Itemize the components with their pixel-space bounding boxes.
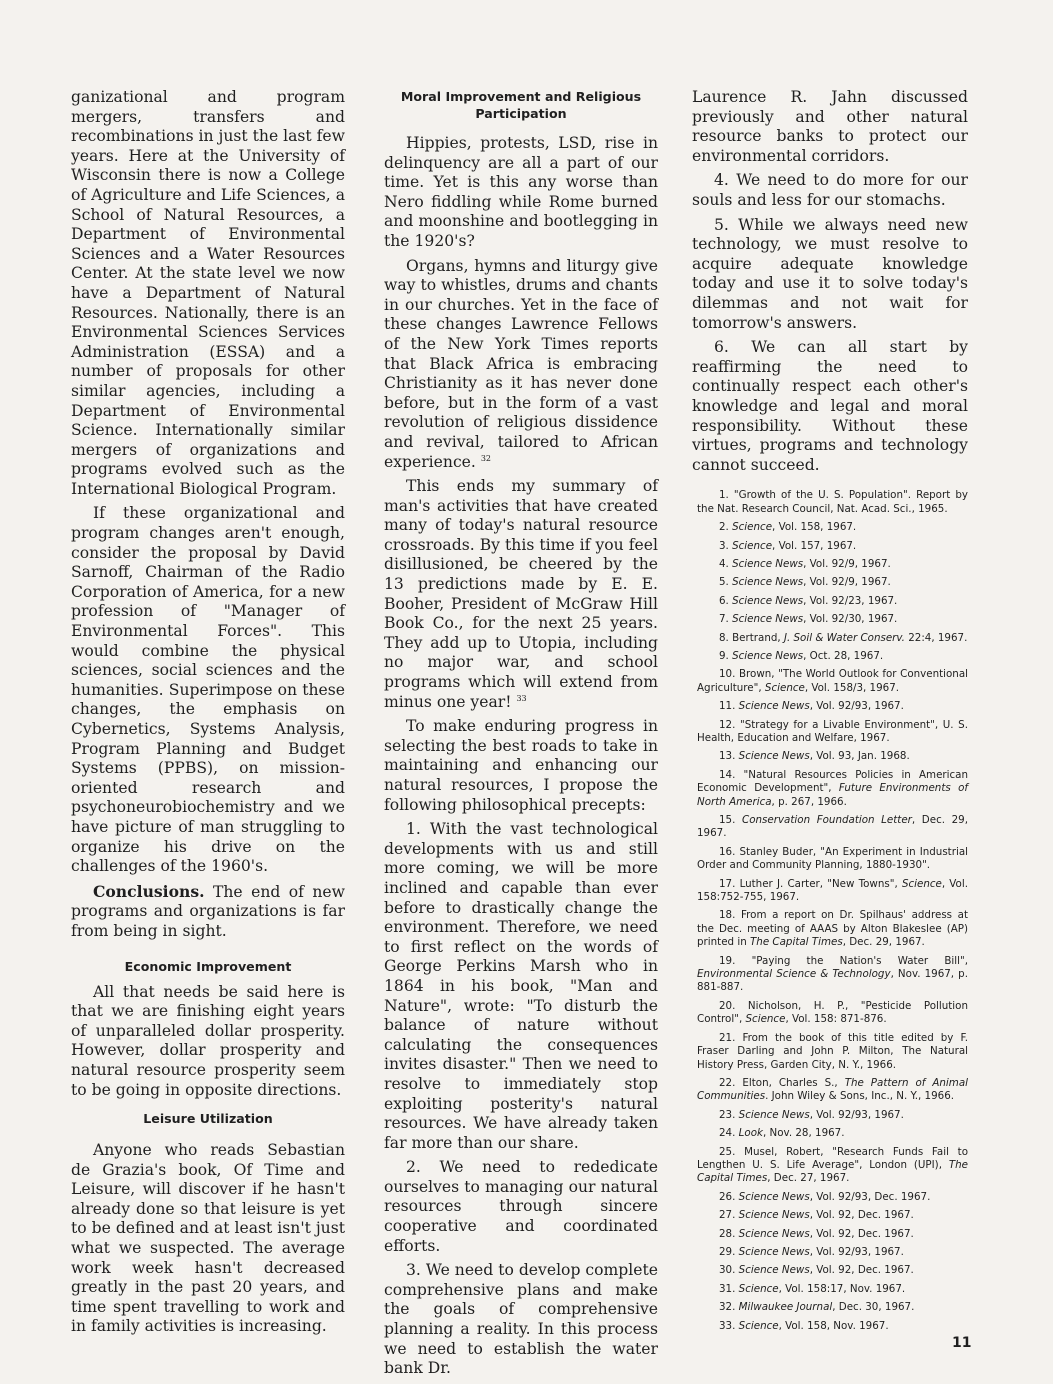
reference-text: "Natural Resources Policies in American Economic Development",: [697, 768, 968, 795]
reference-number: 9.: [719, 649, 729, 662]
paragraph: Anyone who reads Sebastian de Grazia's book, Of Time and Leisure, will discover if he hasn't already done so that leisure is yet to be defined and at least isn't just what we suspected. The average work week hasn't decreased greatly in the past 20 years, and time spent travelling to work and in family activities is increasing.: [71, 1141, 345, 1336]
reference-number: 32.: [719, 1301, 736, 1314]
reference-details: , Vol. 92/23, 1967.: [803, 594, 898, 607]
reference-details: , Vol. 92, Dec. 1967.: [809, 1264, 914, 1277]
reference-details: , Vol. 158, 1967.: [772, 521, 857, 534]
reference-details: , Dec. 29, 1967.: [842, 936, 925, 949]
reference-number: 17.: [719, 877, 736, 890]
reference-details: , Vol. 92/93, 1967.: [809, 1108, 904, 1121]
column-right: [692, 88, 968, 1338]
reference-title: Science News: [738, 1245, 810, 1258]
reference-number: 20.: [719, 999, 736, 1012]
reference-details: , Vol. 92/9, 1967.: [803, 557, 891, 570]
reference-item: [697, 1191, 968, 1204]
reference-details: , p. 267, 1966.: [771, 795, 847, 808]
reference-title: Science News: [732, 649, 804, 662]
reference-number: 30.: [719, 1264, 736, 1277]
reference-title: Future Environments of North America: [697, 782, 968, 808]
reference-text: "Growth of the U. S. Population". Report by the Nat. Research Council, Nat. Acad. Sci., 1965.: [697, 489, 968, 515]
reference-number: 3.: [719, 539, 729, 552]
paragraph: [71, 882, 345, 942]
reference-number: 11.: [719, 700, 736, 713]
reference-number: 7.: [719, 613, 729, 626]
reference-details: , Vol. 158:752-755, 1967.: [697, 877, 968, 904]
reference-item: [697, 1228, 968, 1241]
footnote-marker: 33: [516, 693, 527, 703]
reference-item: [697, 846, 968, 873]
reference-details: 22:4, 1967.: [904, 631, 968, 644]
section-heading-leisure: Leisure Utilization: [143, 1111, 273, 1127]
reference-details: , Vol. 157, 1967.: [772, 539, 857, 552]
paragraph: All that needs be said here is that we are finishing eight years of unparalleled dollar prosperity. However, dollar prosperity and natural resource prosperity seem to be going in opposite directions.: [71, 982, 345, 1099]
reference-item: [697, 668, 968, 695]
reference-text: "Paying the Nation's Water Bill",: [735, 954, 968, 967]
reference-title: Science: [732, 521, 773, 534]
reference-item: [697, 1264, 968, 1277]
reference-details: , Vol. 158:17, Nov. 1967.: [778, 1282, 906, 1295]
reference-item: [697, 1000, 968, 1027]
paragraph: Laurence R. Jahn discussed previously and other natural resource banks to protect our environmental corridors.: [692, 88, 968, 165]
reference-title: Science News: [738, 1264, 810, 1277]
reference-details: , Vol. 92/30, 1967.: [803, 613, 898, 626]
reference-details: . John Wiley & Sons, Inc., N. Y., 1966.: [765, 1090, 955, 1103]
reference-number: 8.: [719, 631, 729, 644]
reference-item: [697, 632, 968, 645]
reference-title: The Capital Times: [697, 1158, 968, 1185]
reference-item: [697, 719, 968, 746]
reference-item: [697, 955, 968, 995]
reference-text: Nicholson, H. P., "Pesticide Pollution Control",: [697, 999, 968, 1026]
reference-item: [697, 1077, 968, 1104]
reference-number: 18.: [719, 909, 736, 922]
paragraph: Hippies, protests, LSD, rise in delinquency are all a part of our time. Yet is this any worse than Nero fiddling while Rome burned and moonshine and bootlegging in the 1920's?: [384, 134, 658, 250]
reference-title: J. Soil & Water Conserv.: [783, 631, 905, 644]
reference-text: Brown, "The World Outlook for Conventional Agriculture",: [697, 668, 968, 694]
reference-item: [697, 650, 968, 663]
reference-number: 14.: [719, 768, 736, 781]
reference-number: 27.: [719, 1209, 736, 1222]
reference-number: 31.: [719, 1282, 736, 1295]
reference-item: [697, 595, 968, 608]
reference-number: 19.: [719, 954, 736, 967]
reference-details: , Nov. 1967, p. 881-887.: [697, 968, 968, 994]
reference-item: [697, 700, 968, 713]
reference-title: The Capital Times: [750, 936, 843, 949]
paragraph: [384, 257, 658, 473]
reference-details: , Vol. 158/3, 1967.: [804, 681, 900, 694]
reference-item: [697, 521, 968, 534]
reference-details: , Vol. 92, Dec. 1967.: [809, 1227, 914, 1240]
reference-item: [697, 1301, 968, 1314]
reference-text: Musel, Robert, "Research Funds Fail to Lengthen U. S. Life Average", London (UPI),: [697, 1145, 968, 1171]
reference-number: 16.: [719, 845, 736, 858]
reference-text: Bertrand,: [728, 631, 784, 644]
paragraph-text: The end of new programs and organizations is far from being in sight.: [71, 882, 345, 940]
reference-details: , Nov. 28, 1967.: [762, 1127, 845, 1140]
reference-text: Stanley Buder, "An Experiment in Industrial Order and Community Planning, 1880-1930".: [697, 845, 968, 872]
reference-details: , Vol. 92/93, Dec. 1967.: [809, 1190, 931, 1203]
reference-item: [697, 909, 968, 949]
reference-title: Science: [901, 877, 942, 890]
references-list: [692, 489, 968, 1333]
reference-details: , Dec. 30, 1967.: [832, 1301, 915, 1314]
reference-title: Milwaukee Journal: [738, 1301, 833, 1314]
footnote-marker: 32: [480, 453, 492, 463]
reference-item: [697, 1209, 968, 1222]
paragraph: If these organizational and program changes aren't enough, consider the proposal by David Sarnoff, Chairman of the Radio Corporation of America, for a new profession of "Manager of Environmental Forces". This would combine the physical sciences, social sciences and the humanities. Superimpose on these changes, the emphasis on Cybernetics, Systems Analysis, Program Planning and Budget Systems (PPBS), on mission-oriented research and psychoneurobiochemistry and we have picture of man struggling to organize his drive on the challenges of the 1960's.: [71, 504, 345, 876]
reference-title: Science News: [738, 1108, 810, 1121]
paragraph: [384, 477, 658, 712]
column-left: [71, 88, 345, 1342]
reference-text: Elton, Charles S.,: [735, 1076, 845, 1089]
reference-title: Science: [738, 1282, 779, 1295]
reference-item: [697, 489, 968, 516]
section-heading-moral: Moral Improvement and Religious Participation: [400, 89, 642, 121]
reference-title: Science: [764, 681, 805, 694]
reference-number: 2.: [719, 521, 729, 534]
reference-text: From a report on Dr. Spilhaus' address at the Dec. meeting of AAAS by Alton Blakeslee (AP) printed in: [697, 909, 968, 949]
reference-title: Science News: [732, 557, 804, 570]
page-number: 11: [952, 1335, 972, 1351]
reference-number: 12.: [719, 718, 736, 731]
reference-number: 24.: [719, 1127, 736, 1140]
reference-item: [697, 814, 968, 841]
reference-item: [697, 750, 968, 763]
reference-item: [697, 1320, 968, 1333]
reference-number: 15.: [719, 814, 736, 826]
reference-text: "Strategy for a Livable Environment", U. S. Health, Education and Welfare, 1967.: [697, 718, 968, 744]
reference-title: Science News: [738, 700, 810, 713]
reference-number: 4.: [719, 557, 729, 570]
paragraph: 3. We need to develop complete comprehensive plans and make the goals of comprehensive planning a reality. In this process we need to establish the water bank Dr.: [384, 1261, 658, 1378]
paragraph-text: Organs, hymns and liturgy give way to whistles, drums and chants in our churches. Yet in the face of these changes Lawrence Fellows of the New York Times reports that Black Africa is embracing Christianity as it has never done before, but in the form of a vast revolution of religious dissidence and revival, tailored to African experience.: [384, 256, 658, 471]
reference-number: 33.: [719, 1319, 736, 1332]
reference-item: [697, 1283, 968, 1296]
reference-number: 28.: [719, 1227, 736, 1240]
paragraph: 6. We can all start by reaffirming the need to continually respect each other's knowledge and legal and moral responsibility. Without these virtues, programs and technology cannot succeed.: [692, 338, 968, 474]
reference-title: Look: [738, 1127, 763, 1140]
reference-title: Science: [738, 1319, 779, 1332]
reference-details: , Vol. 92/93, 1967.: [809, 700, 904, 713]
reference-details: , Vol. 93, Jan. 1968.: [809, 750, 910, 763]
reference-title: Environmental Science & Technology: [697, 968, 891, 981]
paragraph-text: This ends my summary of man's activities that have created many of today's natural resource crossroads. By this time if you feel disillusioned, be cheered by the 13 predictions made by E. E. Booher, President of McGraw Hill Book Co., for the next 25 years. They add up to Utopia, including no major war, and school programs which will extend from minus one year!: [384, 477, 658, 711]
reference-item: [697, 540, 968, 553]
paragraph: To make enduring progress in selecting the best roads to take in maintaining and enhancing our natural resources, I propose the following philosophical precepts:: [384, 717, 658, 814]
paragraph: 5. While we always need new technology, we must resolve to acquire adequate knowledge today and use it to solve today's dilemmas and not wait for tomorrow's answers.: [692, 215, 968, 332]
reference-item: [697, 1032, 968, 1072]
paragraph: 1. With the vast technological developments with us and still more coming, we will be more inclined and capable than ever before to drastically change the environment. Therefore, we need to first reflect on the words of George Perkins Marsh who in 1864 in his book, "Man and Nature", wrote: "To disturb the balance of nature without calculating the consequences invites disaster." Then we need to resolve to immediately stop exploiting posterity's natural resources. We have already taken far more than our share.: [384, 820, 658, 1152]
reference-number: 5.: [719, 576, 729, 589]
reference-item: [697, 558, 968, 571]
reference-number: 13.: [719, 750, 736, 763]
reference-title: Science News: [738, 1209, 810, 1222]
reference-title: Conservation Foundation Letter: [742, 814, 912, 826]
paragraph: 2. We need to rededicate ourselves to managing our natural resources through sincere cooperative and coordinated efforts.: [384, 1158, 658, 1255]
reference-number: 25.: [719, 1145, 736, 1158]
reference-item: [697, 1127, 968, 1140]
reference-title: Science: [745, 1013, 786, 1026]
reference-number: 23.: [719, 1108, 736, 1121]
reference-details: , Vol. 158: 871-876.: [785, 1013, 887, 1026]
reference-details: , Vol. 92, Dec. 1967.: [809, 1209, 914, 1222]
reference-details: , Vol. 92/9, 1967.: [803, 576, 891, 589]
reference-number: 26.: [719, 1190, 736, 1203]
reference-details: , Oct. 28, 1967.: [803, 649, 884, 662]
reference-item: [697, 1246, 968, 1259]
reference-text: Luther J. Carter, "New Towns",: [735, 877, 902, 890]
reference-item: [697, 613, 968, 626]
reference-details: , Vol. 158, Nov. 1967.: [778, 1319, 889, 1332]
reference-text: From the book of this title edited by F. Fraser Darling and John P. Milton, The Natural History Press, Garden City, N. Y., 1966.: [697, 1031, 968, 1071]
reference-title: Science: [732, 539, 773, 552]
reference-item: [697, 878, 968, 905]
reference-details: , Dec. 27, 1967.: [767, 1172, 850, 1185]
reference-number: 29.: [719, 1245, 736, 1258]
column-middle: [384, 88, 658, 1384]
reference-number: 1.: [719, 489, 729, 502]
reference-item: [697, 576, 968, 589]
reference-details: , Dec. 29, 1967.: [697, 814, 968, 840]
run-in-heading: Conclusions.: [93, 881, 205, 901]
reference-number: 22.: [719, 1076, 736, 1089]
paragraph: ganizational and program mergers, transfers and recombinations in just the last few years. Here at the University of Wisconsin there is now a College of Agriculture and Life Sciences, a School of Natural Resources, a Department of Environmental Sciences and a Water Resources Center. At the state level we now have a Department of Natural Resources. Nationally, there is an Environmental Sciences Services Administration (ESSA) and a number of proposals for other similar agencies, including a Department of Environmental Science. Internationally similar mergers of organizations and programs evolved such as the International Biological Program.: [71, 88, 345, 498]
reference-title: Science News: [738, 1227, 810, 1240]
reference-details: , Vol. 92/93, 1967.: [809, 1245, 904, 1258]
reference-item: [697, 769, 968, 809]
reference-title: Science News: [732, 613, 804, 626]
reference-number: 10.: [719, 668, 736, 681]
reference-title: Science News: [738, 750, 810, 763]
reference-item: [697, 1109, 968, 1122]
reference-title: Science News: [732, 576, 804, 589]
section-heading-economic: Economic Improvement: [124, 958, 292, 974]
paragraph: 4. We need to do more for our souls and less for our stomachs.: [692, 171, 968, 209]
reference-number: 21.: [719, 1031, 736, 1044]
reference-title: The Pattern of Animal Communities: [697, 1076, 968, 1103]
reference-item: [697, 1146, 968, 1186]
reference-number: 6.: [719, 594, 729, 607]
reference-title: Science News: [732, 594, 804, 607]
reference-title: Science News: [738, 1190, 810, 1203]
